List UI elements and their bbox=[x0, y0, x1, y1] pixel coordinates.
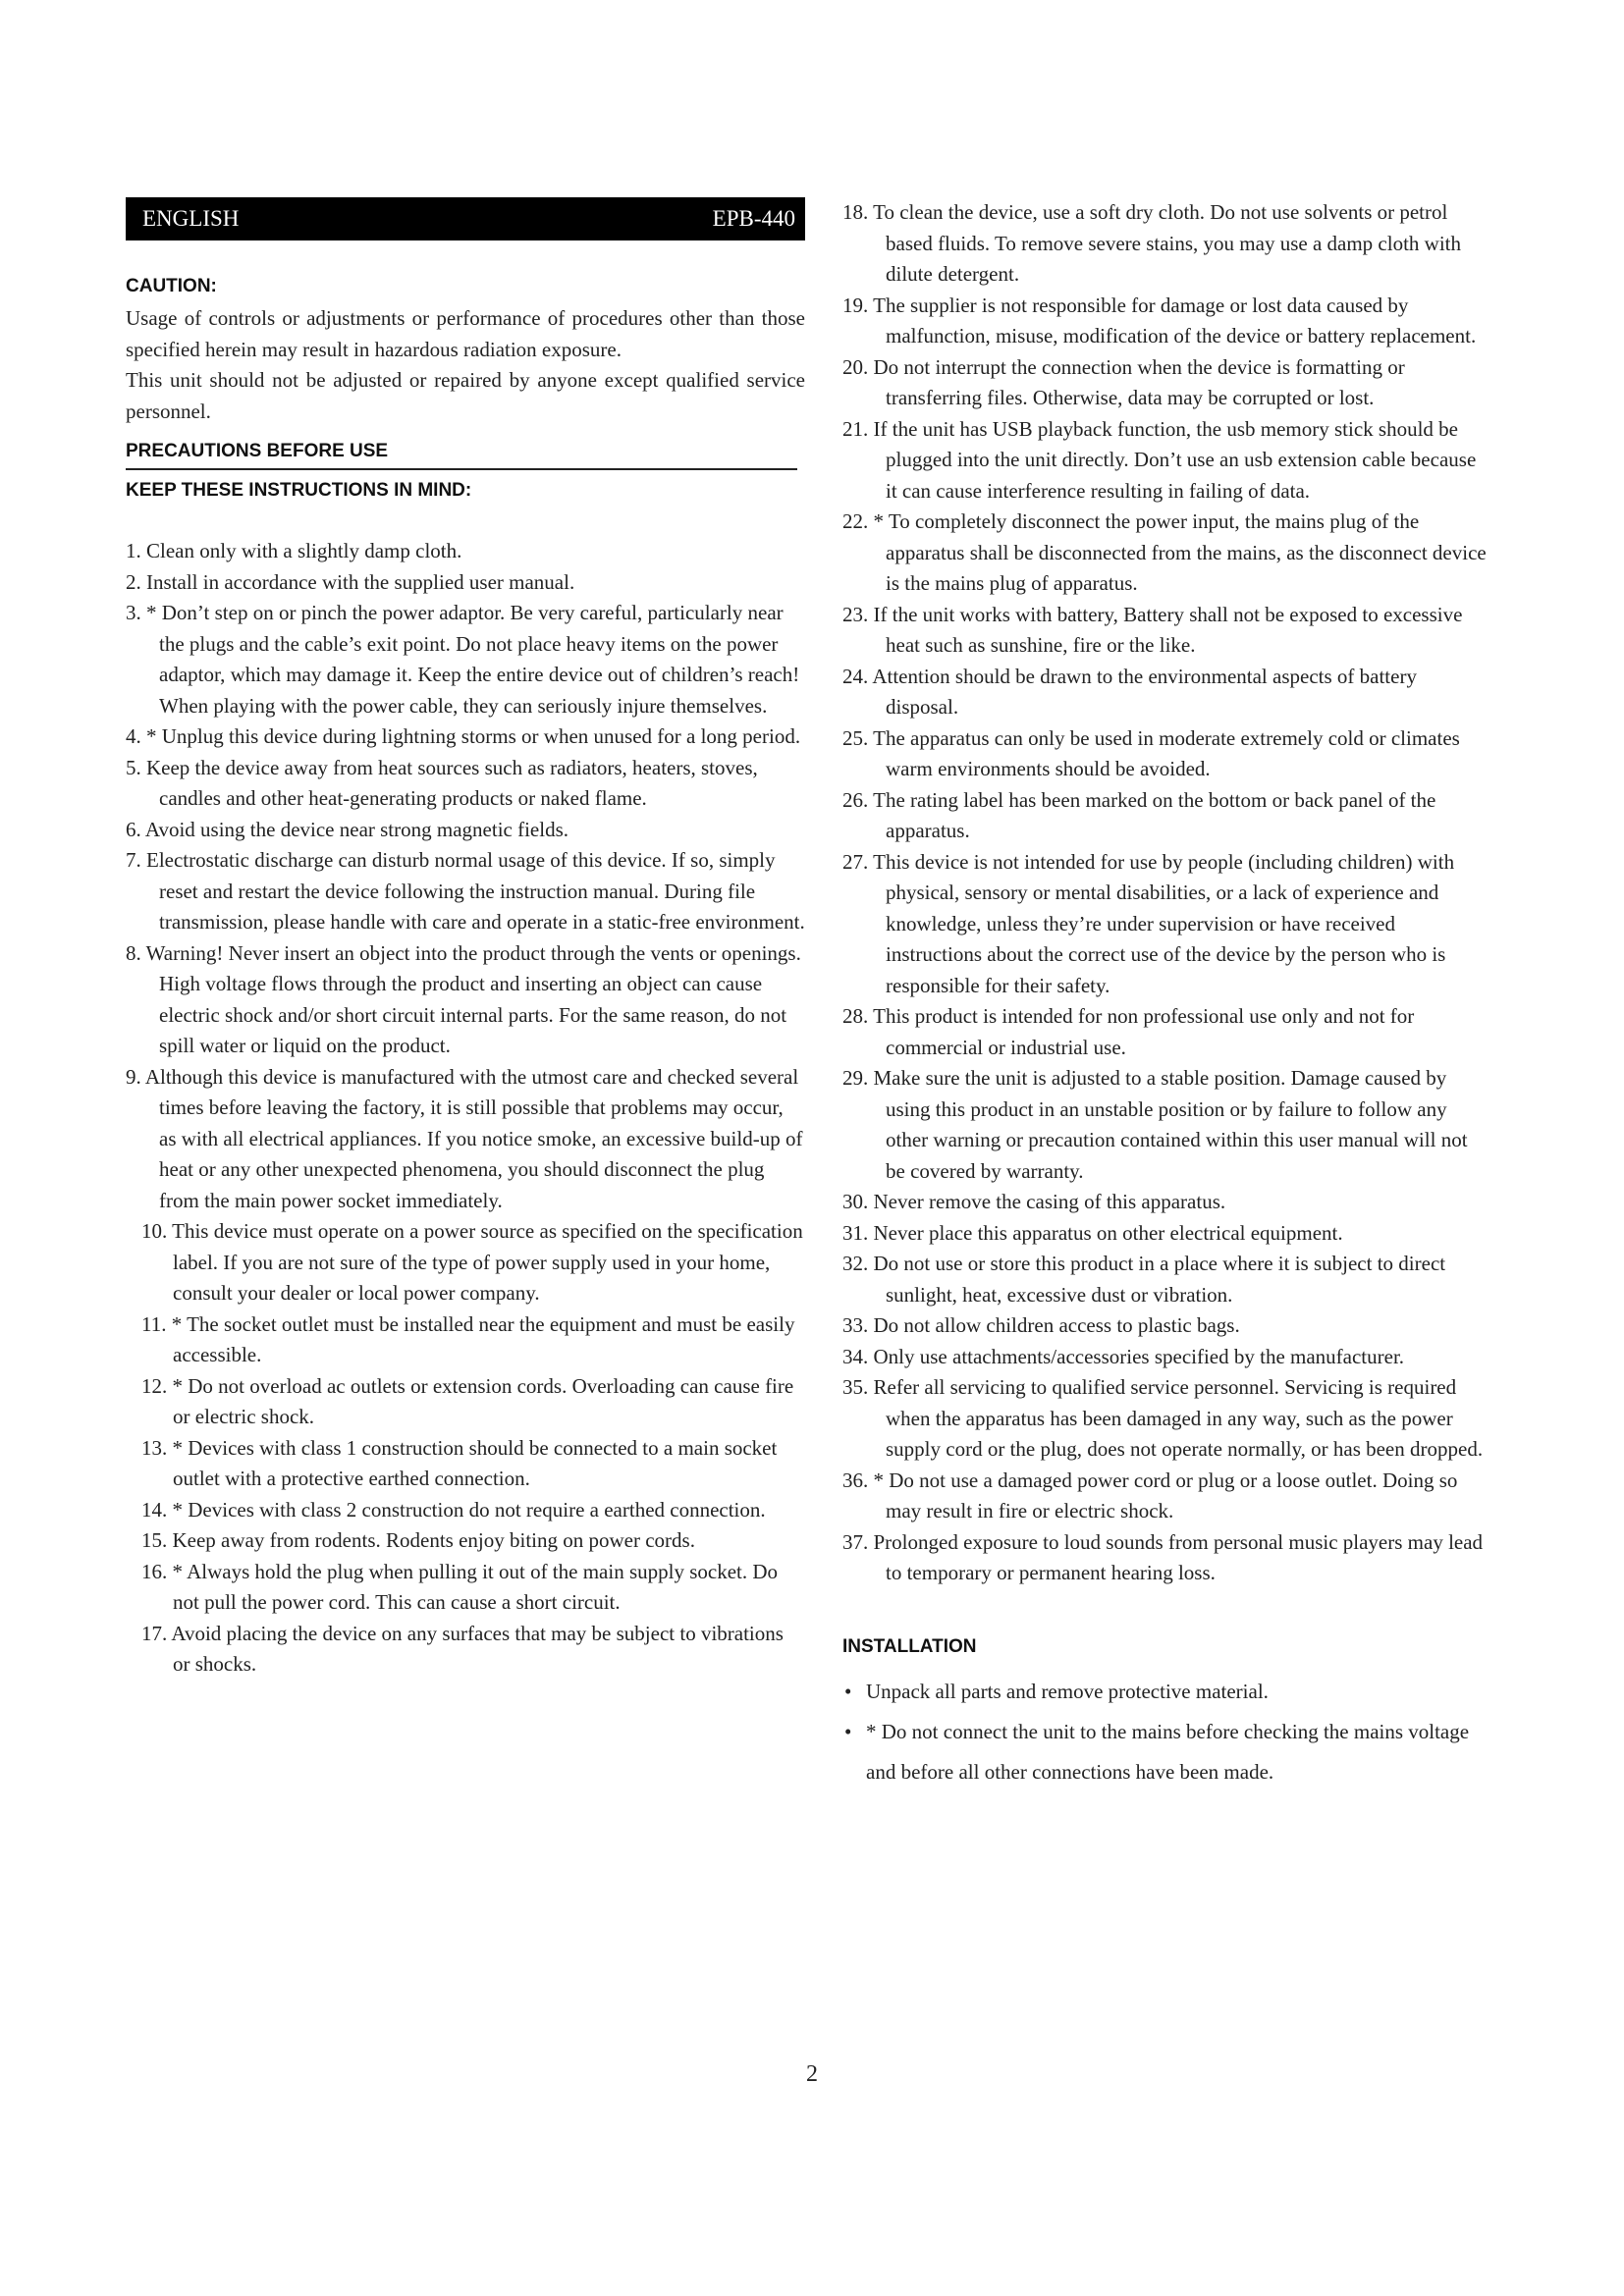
precaution-item bbox=[842, 1342, 1490, 1373]
item-number: 5. bbox=[126, 755, 141, 779]
item-number: 21. bbox=[842, 416, 869, 441]
precaution-item bbox=[842, 197, 1490, 291]
item-number: 33. bbox=[842, 1313, 869, 1337]
item-text: * Devices with class 1 construction should be connected to a main socket outlet with a protective earthed connection. bbox=[172, 1435, 778, 1490]
left-column bbox=[126, 197, 805, 1681]
model-label: EPB-440 bbox=[712, 206, 795, 231]
item-number: 17. bbox=[141, 1621, 168, 1645]
caution-paragraph: Usage of controls or adjustments or performance of procedures other than those specified herein may result in hazardous radiation exposure. bbox=[126, 306, 805, 361]
item-text: If the unit has USB playback function, the usb memory stick should be plugged into the unit directly. Don’t use an usb extension cable because it can cause interference resulting in failing of data. bbox=[873, 416, 1477, 503]
precaution-item bbox=[842, 507, 1490, 600]
precaution-item bbox=[126, 1619, 805, 1681]
precaution-item bbox=[842, 1310, 1490, 1342]
precaution-item bbox=[126, 753, 805, 815]
item-number: 3. bbox=[126, 601, 141, 624]
precaution-item bbox=[126, 1433, 805, 1495]
item-text: Avoid placing the device on any surfaces that may be subject to vibrations or shocks. bbox=[171, 1621, 784, 1676]
item-text: The supplier is not responsible for damage or lost data caused by malfunction, misuse, modification of the device or battery replacement. bbox=[873, 293, 1477, 347]
item-text: Make sure the unit is adjusted to a stable position. Damage caused by using this product in an unstable position or by failure to follow any other warning or precaution contained within this user manual will not be covered by warranty. bbox=[873, 1066, 1468, 1183]
precaution-item bbox=[126, 721, 805, 753]
precautions-list-right bbox=[842, 197, 1490, 1589]
item-text: Never remove the casing of this apparatus. bbox=[873, 1190, 1226, 1213]
item-number: 36. bbox=[842, 1468, 869, 1492]
precaution-item bbox=[126, 815, 805, 846]
precaution-item bbox=[126, 845, 805, 938]
item-number: 16. bbox=[141, 1559, 168, 1583]
caution-paragraph: This unit should not be adjusted or repaired by anyone except qualified service personnel. bbox=[126, 368, 805, 423]
item-text: Electrostatic discharge can disturb normal usage of this device. If so, simply reset and restart the device following the instruction manual. During file transmission, please handle with care and operate in a static-free environment. bbox=[146, 848, 805, 934]
item-text: If the unit works with battery, Battery shall not be exposed to excessive heat such as sunshine, fire or the like. bbox=[873, 602, 1463, 657]
section-divider bbox=[126, 468, 797, 470]
item-text: * Do not use a damaged power cord or plug or a loose outlet. Doing so may result in fire or electric shock. bbox=[873, 1468, 1458, 1522]
precaution-item bbox=[126, 536, 805, 567]
item-text: This device is not intended for use by people (including children) with physical, sensory or mental disabilities, or a lack of experience and knowledge, unless they’re under supervision or have received instructions about the correct use of the device by the person who is responsible for their safety. bbox=[873, 849, 1455, 997]
precaution-item bbox=[842, 662, 1490, 723]
item-number: 10. bbox=[141, 1219, 168, 1243]
item-number: 24. bbox=[842, 664, 869, 688]
language-label: ENGLISH bbox=[142, 206, 240, 231]
precautions-list-left bbox=[126, 536, 805, 1681]
installation-item: • Unpack all parts and remove protective material. bbox=[842, 1672, 1490, 1712]
item-text: Avoid using the device near strong magnetic fields. bbox=[144, 817, 568, 841]
item-text: * Unplug this device during lightning storms or when unused for a long period. bbox=[146, 724, 801, 748]
item-text: * The socket outlet must be installed near the equipment and must be easily accessible. bbox=[171, 1311, 795, 1366]
item-text: Do not use or store this product in a place where it is subject to direct sunlight, heat, excessive dust or vibration. bbox=[873, 1252, 1446, 1307]
item-number: 25. bbox=[842, 725, 869, 750]
item-number: 34. bbox=[842, 1344, 869, 1368]
caution-title: CAUTION: bbox=[126, 276, 217, 296]
item-text: Keep away from rodents. Rodents enjoy biting on power cords. bbox=[172, 1528, 695, 1552]
item-text: Although this device is manufactured with the utmost care and checked several times before leaving the factory, it is still possible that problems may occur, as with all electrical appliances. If you notice smoke, an excessive build-up of heat or any other unexpected phenomena, you should disconnect the plug from the main power socket immediately. bbox=[144, 1064, 803, 1212]
installation-title: INSTALLATION bbox=[842, 1635, 977, 1657]
header-bar bbox=[126, 197, 805, 240]
item-number: 35. bbox=[842, 1375, 869, 1399]
precaution-item bbox=[842, 1372, 1490, 1466]
item-number: 19. bbox=[842, 293, 869, 317]
item-number: 4. bbox=[126, 724, 141, 748]
precaution-item bbox=[842, 414, 1490, 507]
right-column bbox=[842, 197, 1490, 1792]
item-text: Never place this apparatus on other electrical equipment. bbox=[873, 1220, 1343, 1245]
precaution-item bbox=[842, 1001, 1490, 1063]
precaution-item bbox=[842, 1218, 1490, 1250]
item-text: Only use attachments/accessories specified by the manufacturer. bbox=[873, 1344, 1405, 1368]
item-text: Warning! Never insert an object into the product through the vents or openings. High voltage flows through the product and inserting an object can cause electric shock and/or short circuit internal parts. For the same reason, do not spill water or liquid on the product. bbox=[145, 940, 801, 1057]
item-number: 2. bbox=[126, 569, 141, 594]
item-number: 32. bbox=[842, 1252, 869, 1275]
item-number: 13. bbox=[141, 1435, 168, 1460]
item-text: The rating label has been marked on the bottom or back panel of the apparatus. bbox=[873, 787, 1436, 842]
item-number: 20. bbox=[842, 354, 869, 379]
precaution-item bbox=[126, 567, 805, 599]
item-text: Do not allow children access to plastic bags. bbox=[873, 1313, 1240, 1337]
precautions-title: PRECAUTIONS BEFORE USE bbox=[126, 441, 389, 461]
precaution-item bbox=[842, 1527, 1490, 1589]
item-number: 6. bbox=[126, 817, 141, 841]
item-number: 15. bbox=[141, 1528, 168, 1552]
installation-list bbox=[842, 1672, 1490, 1792]
precaution-item bbox=[842, 352, 1490, 414]
item-number: 26. bbox=[842, 787, 869, 812]
item-text: Clean only with a slightly damp cloth. bbox=[146, 539, 462, 562]
item-text: * Devices with class 2 construction do not require a earthed connection. bbox=[172, 1497, 766, 1522]
item-number: 30. bbox=[842, 1190, 869, 1213]
item-text: Do not interrupt the connection when the device is formatting or transferring files. Otherwise, data may be corrupted or lost. bbox=[873, 354, 1405, 409]
precaution-item bbox=[126, 1062, 805, 1217]
item-number: 28. bbox=[842, 1004, 869, 1028]
precaution-item bbox=[126, 1371, 805, 1433]
precaution-item bbox=[842, 600, 1490, 662]
item-number: 12. bbox=[141, 1373, 168, 1398]
precaution-item bbox=[126, 938, 805, 1062]
precaution-item bbox=[842, 847, 1490, 1002]
item-text: This product is intended for non professional use only and not for commercial or industrial use. bbox=[873, 1004, 1415, 1059]
precaution-item bbox=[126, 1557, 805, 1619]
precaution-item bbox=[842, 723, 1490, 785]
item-text: Refer all servicing to qualified service personnel. Servicing is required when the apparatus has been damaged in any way, such as the power supply cord or the plug, does not operate normally, or has been dropped. bbox=[873, 1375, 1484, 1461]
item-text: Install in accordance with the supplied user manual. bbox=[146, 569, 575, 594]
precaution-item bbox=[842, 291, 1490, 352]
item-number: 11. bbox=[141, 1311, 167, 1336]
precaution-item bbox=[126, 1309, 805, 1371]
item-number: 37. bbox=[842, 1529, 869, 1554]
item-text: Prolonged exposure to loud sounds from personal music players may lead to temporary or permanent hearing loss. bbox=[873, 1529, 1484, 1584]
precaution-item bbox=[126, 1216, 805, 1309]
installation-item: • * Do not connect the unit to the mains before checking the mains voltage and before all other connections have been made. bbox=[842, 1712, 1490, 1792]
precautions-subtitle: KEEP THESE INSTRUCTIONS IN MIND: bbox=[126, 480, 472, 501]
precaution-item bbox=[842, 1063, 1490, 1187]
item-text: The apparatus can only be used in moderate extremely cold or climates warm environments should be avoided. bbox=[873, 725, 1460, 780]
item-number: 14. bbox=[141, 1497, 168, 1522]
precaution-item bbox=[126, 598, 805, 721]
item-text: * Always hold the plug when pulling it out of the main supply socket. Do not pull the power cord. This can cause a short circuit. bbox=[172, 1559, 779, 1614]
precaution-item bbox=[842, 1466, 1490, 1527]
item-text: This device must operate on a power source as specified on the specification label. If you are not sure of the type of power supply used in your home, consult your dealer or local power company. bbox=[172, 1219, 803, 1305]
item-text: To clean the device, use a soft dry cloth. Do not use solvents or petrol based fluids. To remove severe stains, you may use a damp cloth with dilute detergent. bbox=[873, 200, 1462, 286]
item-number: 9. bbox=[126, 1064, 141, 1089]
item-number: 23. bbox=[842, 602, 869, 626]
precaution-item bbox=[126, 1495, 805, 1526]
precaution-item bbox=[842, 1187, 1490, 1218]
item-number: 8. bbox=[126, 940, 141, 965]
precaution-item bbox=[126, 1525, 805, 1557]
item-text: * To completely disconnect the power input, the mains plug of the apparatus shall be disconnected from the mains, as the disconnect device is the mains plug of apparatus. bbox=[873, 509, 1487, 595]
item-text: Keep the device away from heat sources such as radiators, heaters, stoves, candles and other heat-generating products or naked flame. bbox=[146, 755, 758, 810]
item-number: 31. bbox=[842, 1220, 869, 1245]
precaution-item bbox=[842, 1249, 1490, 1310]
item-text: Attention should be drawn to the environmental aspects of battery disposal. bbox=[872, 664, 1417, 719]
page-number: 2 bbox=[806, 2061, 818, 2087]
item-number: 1. bbox=[126, 539, 141, 562]
item-number: 22. bbox=[842, 509, 869, 533]
item-number: 18. bbox=[842, 200, 869, 224]
item-text: * Don’t step on or pinch the power adaptor. Be very careful, particularly near the plugs and the cable’s exit point. Do not place heavy items on the power adaptor, which may damage it. Keep the entire device out of children’s reach! When playing with the power cable, they can seriously injure themselves. bbox=[146, 601, 800, 718]
item-text: * Do not overload ac outlets or extension cords. Overloading can cause fire or electric shock. bbox=[172, 1373, 794, 1428]
caution-body bbox=[126, 303, 805, 427]
item-number: 29. bbox=[842, 1066, 869, 1090]
item-number: 27. bbox=[842, 849, 869, 874]
item-number: 7. bbox=[126, 848, 141, 872]
precaution-item bbox=[842, 785, 1490, 847]
